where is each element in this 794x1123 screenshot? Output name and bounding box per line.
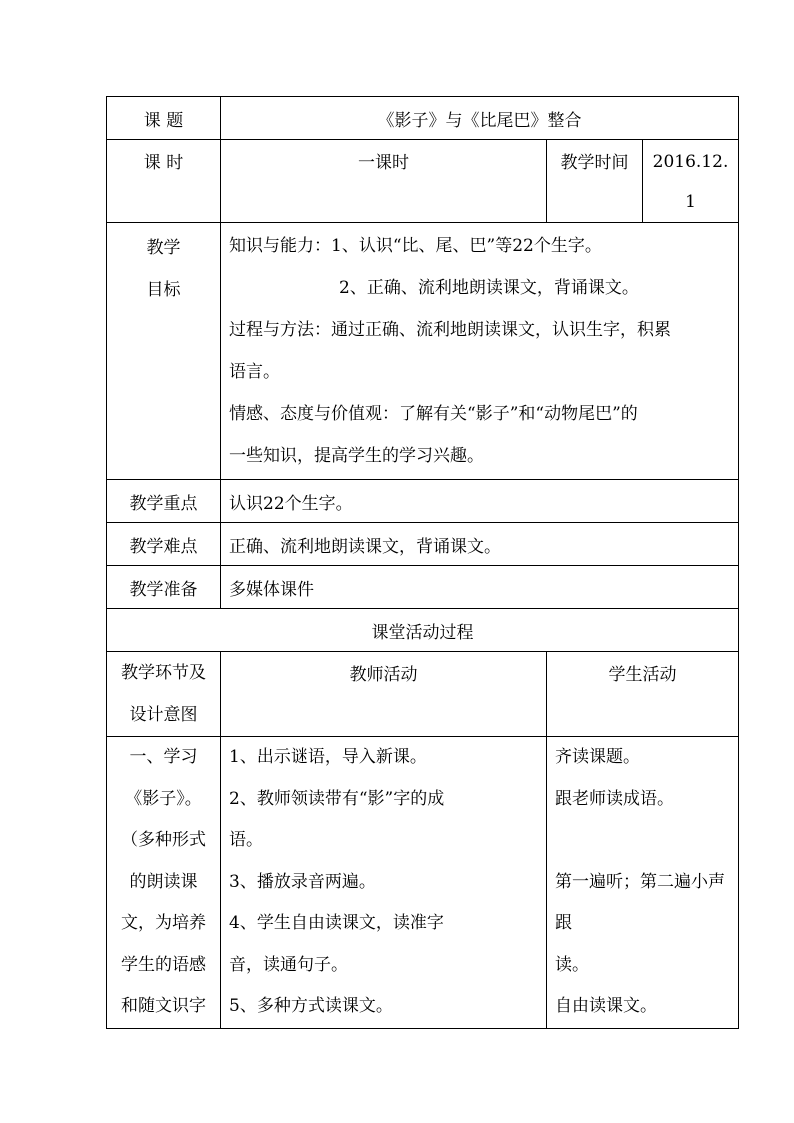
student-activity-line: 齐读课题。: [555, 747, 640, 767]
stage1-line: 的朗读课: [129, 871, 198, 892]
goal-process-line2: 语言。: [229, 362, 280, 382]
teacher-activity-line: 2、教师领读带有“影”字的成: [229, 788, 445, 809]
stage1-student-cell: [547, 737, 739, 1029]
stage-header-line2: 设计意图: [129, 705, 198, 725]
teacher-activity-line: 3、播放录音两遍。: [229, 871, 376, 892]
topic-label: 课 题: [107, 97, 221, 140]
topic-value: 《影子》与《比尾巴》整合: [221, 97, 739, 140]
stage1-line: （多种形式: [121, 830, 206, 850]
goals-content: [221, 223, 739, 480]
student-activity-line: [555, 820, 738, 862]
teacher-activity-line: 4、学生自由读课文，读准字: [229, 913, 444, 933]
stage1-line: 《影子》。: [125, 788, 202, 809]
stage-column-header: [107, 652, 221, 737]
goal-emotion-line2: 一些知识，提高学生的学习兴趣。: [229, 446, 484, 466]
goal-knowledge-2: 2、正确、流利地朗读课文，背诵课文。: [339, 278, 639, 298]
teaching-time-value: [643, 140, 739, 223]
key-point-value: 认识22个生字。: [221, 480, 739, 523]
goals-row: [107, 223, 739, 480]
stage-header-line1: 教学环节及: [121, 663, 206, 683]
goals-label-line1: 教学: [146, 238, 181, 258]
teaching-time-label: 教学时间: [547, 140, 643, 223]
goal-knowledge-1: 知识与能力：1、认识“比、尾、巴”等22个生字。: [229, 236, 602, 256]
topic-row: [107, 97, 739, 140]
goals-label: [107, 223, 221, 480]
student-activity-line: 第一遍听；第二遍小声跟: [555, 871, 725, 933]
preparation-value: 多媒体课件: [221, 566, 739, 609]
key-point-label: 教学重点: [107, 480, 221, 523]
teaching-time-line1: 2016.12.: [652, 152, 729, 172]
student-activity-line: 跟老师读成语。: [555, 788, 674, 809]
teacher-activity-line: 1、出示谜语，导入新课。: [229, 747, 427, 767]
period-value: 一课时: [221, 140, 547, 223]
stage1-line: 文，为培养: [121, 913, 206, 933]
column-header-row: [107, 652, 739, 737]
teacher-activity-line: 音，读通句子。: [229, 954, 348, 975]
stage1-teacher-cell: [221, 737, 547, 1029]
preparation-label: 教学准备: [107, 566, 221, 609]
stage1-line: 学生的语感: [121, 954, 206, 975]
student-activity-line: 读。: [555, 954, 589, 975]
period-label: 课 时: [107, 140, 221, 223]
teacher-column-header: 教师活动: [221, 652, 547, 737]
goal-emotion-line1: 情感、态度与价值观：了解有关“影子”和“动物尾巴”的: [229, 404, 638, 424]
teacher-activity-line: 语。: [229, 830, 263, 850]
student-column-header: 学生活动: [547, 652, 739, 737]
stage1-row: [107, 737, 739, 1029]
process-title-row: [107, 609, 739, 652]
lesson-plan-table: [106, 96, 739, 1029]
teaching-time-line2: 1: [685, 192, 696, 212]
process-title: 课堂活动过程: [107, 609, 739, 652]
difficulty-value: 正确、流利地朗读课文，背诵课文。: [221, 523, 739, 566]
goals-label-line2: 目标: [146, 280, 181, 300]
period-row: [107, 140, 739, 223]
difficulty-label: 教学难点: [107, 523, 221, 566]
teacher-activity-line: 5、多种方式读课文。: [229, 996, 393, 1016]
goal-process-line1: 过程与方法：通过正确、流利地朗读课文，认识生字，积累: [229, 320, 671, 340]
student-activity-line: 自由读课文。: [555, 996, 657, 1016]
stage1-line: 和随文识字: [121, 996, 206, 1016]
key-point-row: [107, 480, 739, 523]
stage1-cell: [107, 737, 221, 1029]
stage1-line: 一、学习: [129, 747, 198, 767]
lesson-plan-page: [106, 96, 738, 1029]
preparation-row: [107, 566, 739, 609]
difficulty-row: [107, 523, 739, 566]
